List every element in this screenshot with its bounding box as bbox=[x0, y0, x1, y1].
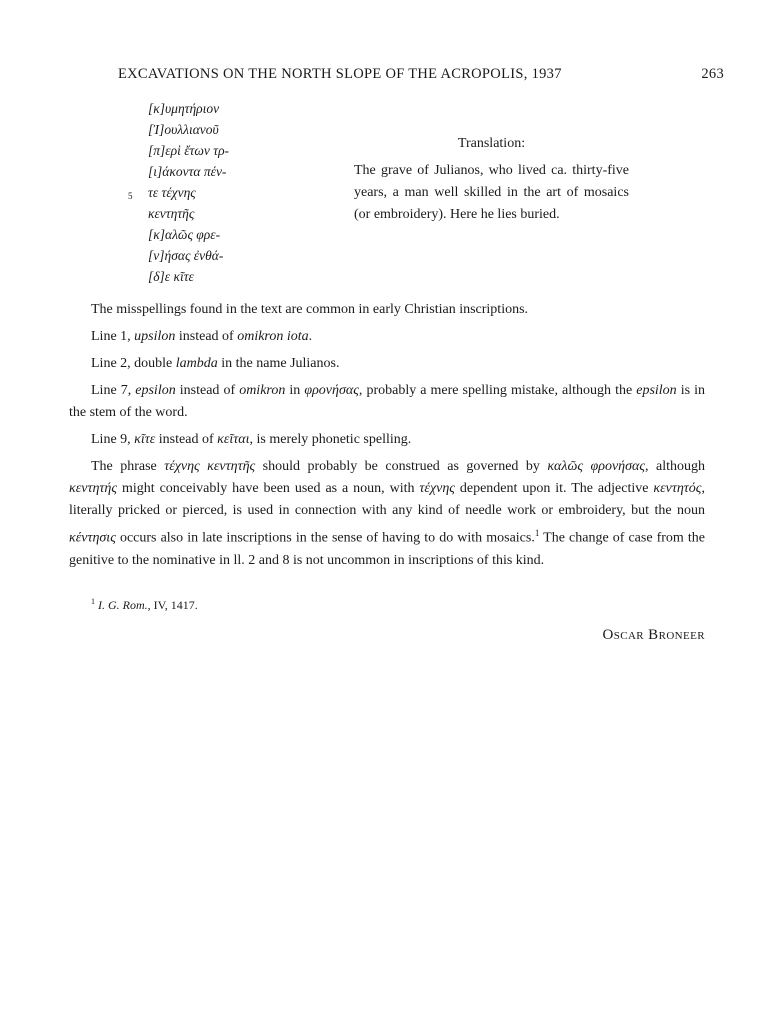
inscription-line: [κ]αλῶς φρε- bbox=[148, 227, 221, 242]
translation-text: The grave of Julianos, who lived ca. thirty-five years, a man well skilled in the art of mosaics (or embroidery). Here he lies buried. bbox=[354, 163, 629, 222]
inscription-line: [δ]ε κῖτε bbox=[148, 269, 194, 284]
paragraph-line-1: Line 1, upsilon instead of omikron iota. bbox=[91, 329, 313, 344]
commentary bbox=[69, 299, 705, 577]
paragraph-misspellings: The misspellings found in the text are common in early Christian inscriptions. bbox=[91, 302, 529, 317]
inscription-line: κεντητῆς bbox=[148, 206, 195, 221]
translation-block bbox=[354, 136, 629, 226]
inscription-line-number: 5 bbox=[128, 191, 133, 201]
footnote: $^1$ I. G. Rom., IV, 1417. bbox=[91, 597, 198, 612]
footnote-ref-title: I. G. Rom. bbox=[98, 598, 148, 612]
footnote-marker: 1 bbox=[91, 597, 95, 606]
translation-title: Translation: bbox=[457, 136, 526, 151]
paragraph-phrase: The phrase τέχνης κεντητῆς should probably be construed as governed by καλῶς φρονήσας, although κεντητής might conceivably have been used as a noun, with τέχνης dependent upon it. The adjective κεντητός, literally pricked or pierced, is used in connection with any kind of needle work or embroidery, but the noun κέντησις occurs also in late inscriptions in the sense of having to do with mosaics.$^1$ The change of case from the genitive to the nominative in ll. 2 and 8 is not uncommon in inscriptions of this kind. bbox=[69, 459, 706, 568]
inscription-line: [κ]υμητήριον bbox=[148, 101, 220, 116]
header-title: EXCAVATIONS ON THE NORTH SLOPE OF THE ACROPOLIS, 1937 bbox=[118, 66, 562, 82]
inscription-line: [ι]άκοντα πέν- bbox=[148, 164, 227, 179]
inscription-line: [π]ερὶ ἔτων τρ- bbox=[148, 143, 230, 158]
paragraph-line-7: Line 7, epsilon instead of omikron in φρονήσας, probably a mere spelling mistake, although the epsilon is in the stem of the word. bbox=[69, 383, 706, 420]
paragraph-line-2: Line 2, double lambda in the name Julianos. bbox=[91, 356, 340, 371]
inscription-line: [ν]ήσας ἐνθά- bbox=[148, 248, 224, 263]
inscription-line: [Ἰ]ουλλιανοῦ bbox=[148, 122, 219, 137]
paragraph-line-9: Line 9, κῖτε instead of κεῖται, is merely phonetic spelling. bbox=[91, 432, 412, 447]
page-number: 263 bbox=[701, 66, 724, 82]
author-signature: Oscar Broneer bbox=[602, 627, 705, 643]
greek-inscription bbox=[148, 101, 308, 290]
inscription-line: τε τέχνης bbox=[148, 185, 196, 200]
footnote-ref[interactable]: 1 bbox=[534, 528, 540, 538]
